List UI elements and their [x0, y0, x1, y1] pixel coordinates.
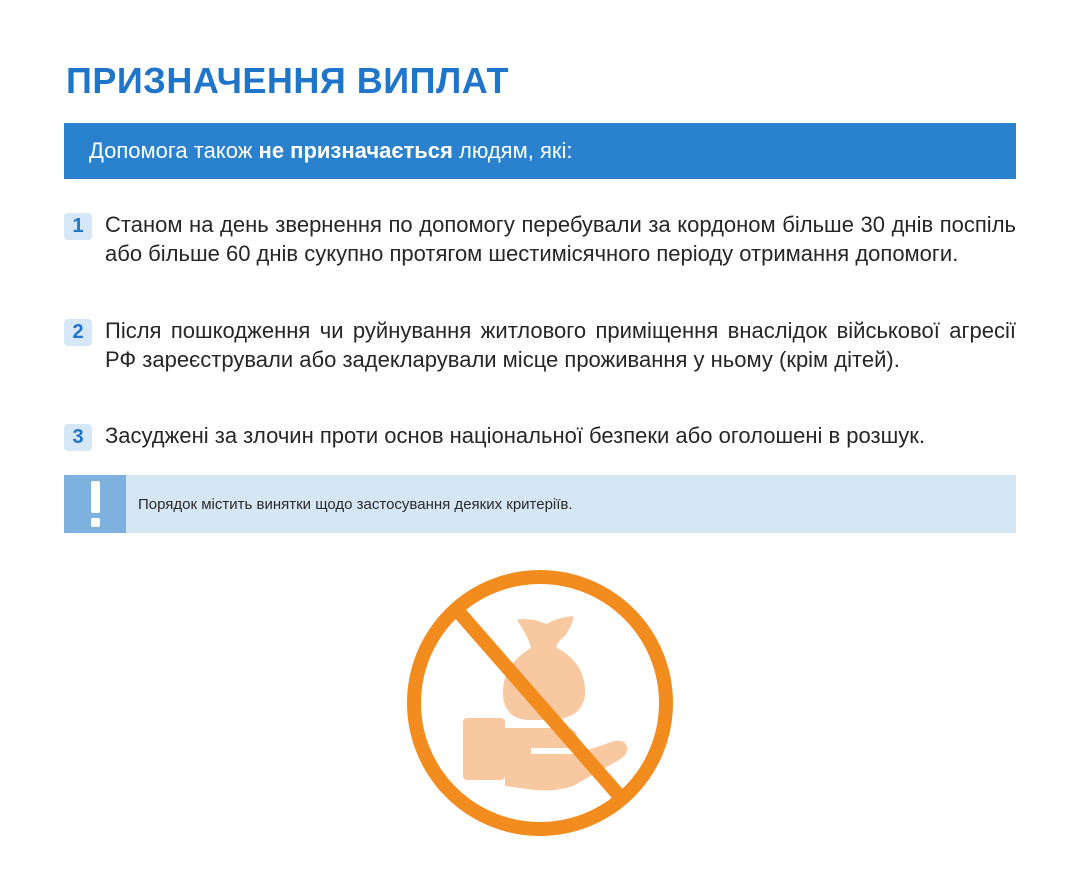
exceptions-note: [64, 475, 1016, 533]
note-text: Порядок містить винятки щодо застосування деяких критеріїв.: [138, 495, 573, 513]
item-number-badge: 2: [64, 319, 92, 346]
item-text: Засуджені за злочин проти основ національної безпеки або оголошені в розшук.: [105, 423, 925, 448]
criteria-item-3: [64, 421, 1016, 453]
banner-text: [89, 138, 572, 164]
item-number-badge: 1: [64, 213, 92, 240]
exclamation-icon: [64, 475, 126, 533]
page-title: ПРИЗНАЧЕННЯ ВИПЛАТ: [66, 60, 509, 101]
no-payment-icon: [405, 568, 675, 838]
banner-emphasis: не призначається: [258, 138, 453, 163]
item-text: Станом на день звернення по допомогу перебували за кордоном більше 30 днів поспіль або більше 60 днів сукупно протягом шестимісячного періоду отримання допомоги.: [105, 212, 1016, 266]
intro-banner: [64, 123, 1016, 179]
item-number-badge: 3: [64, 424, 92, 451]
criteria-item-1: [64, 210, 1016, 300]
item-text: Після пошкодження чи руйнування житлового приміщення внаслідок військової агресії РФ зареєстрували або задекларували місце проживання у ньому (крім дітей).: [105, 318, 1016, 372]
banner-suffix: людям, які:: [452, 138, 573, 163]
prohibition-sign-icon: [414, 577, 666, 829]
criteria-item-2: [64, 316, 1016, 406]
banner-prefix: Допомога також: [89, 138, 259, 163]
